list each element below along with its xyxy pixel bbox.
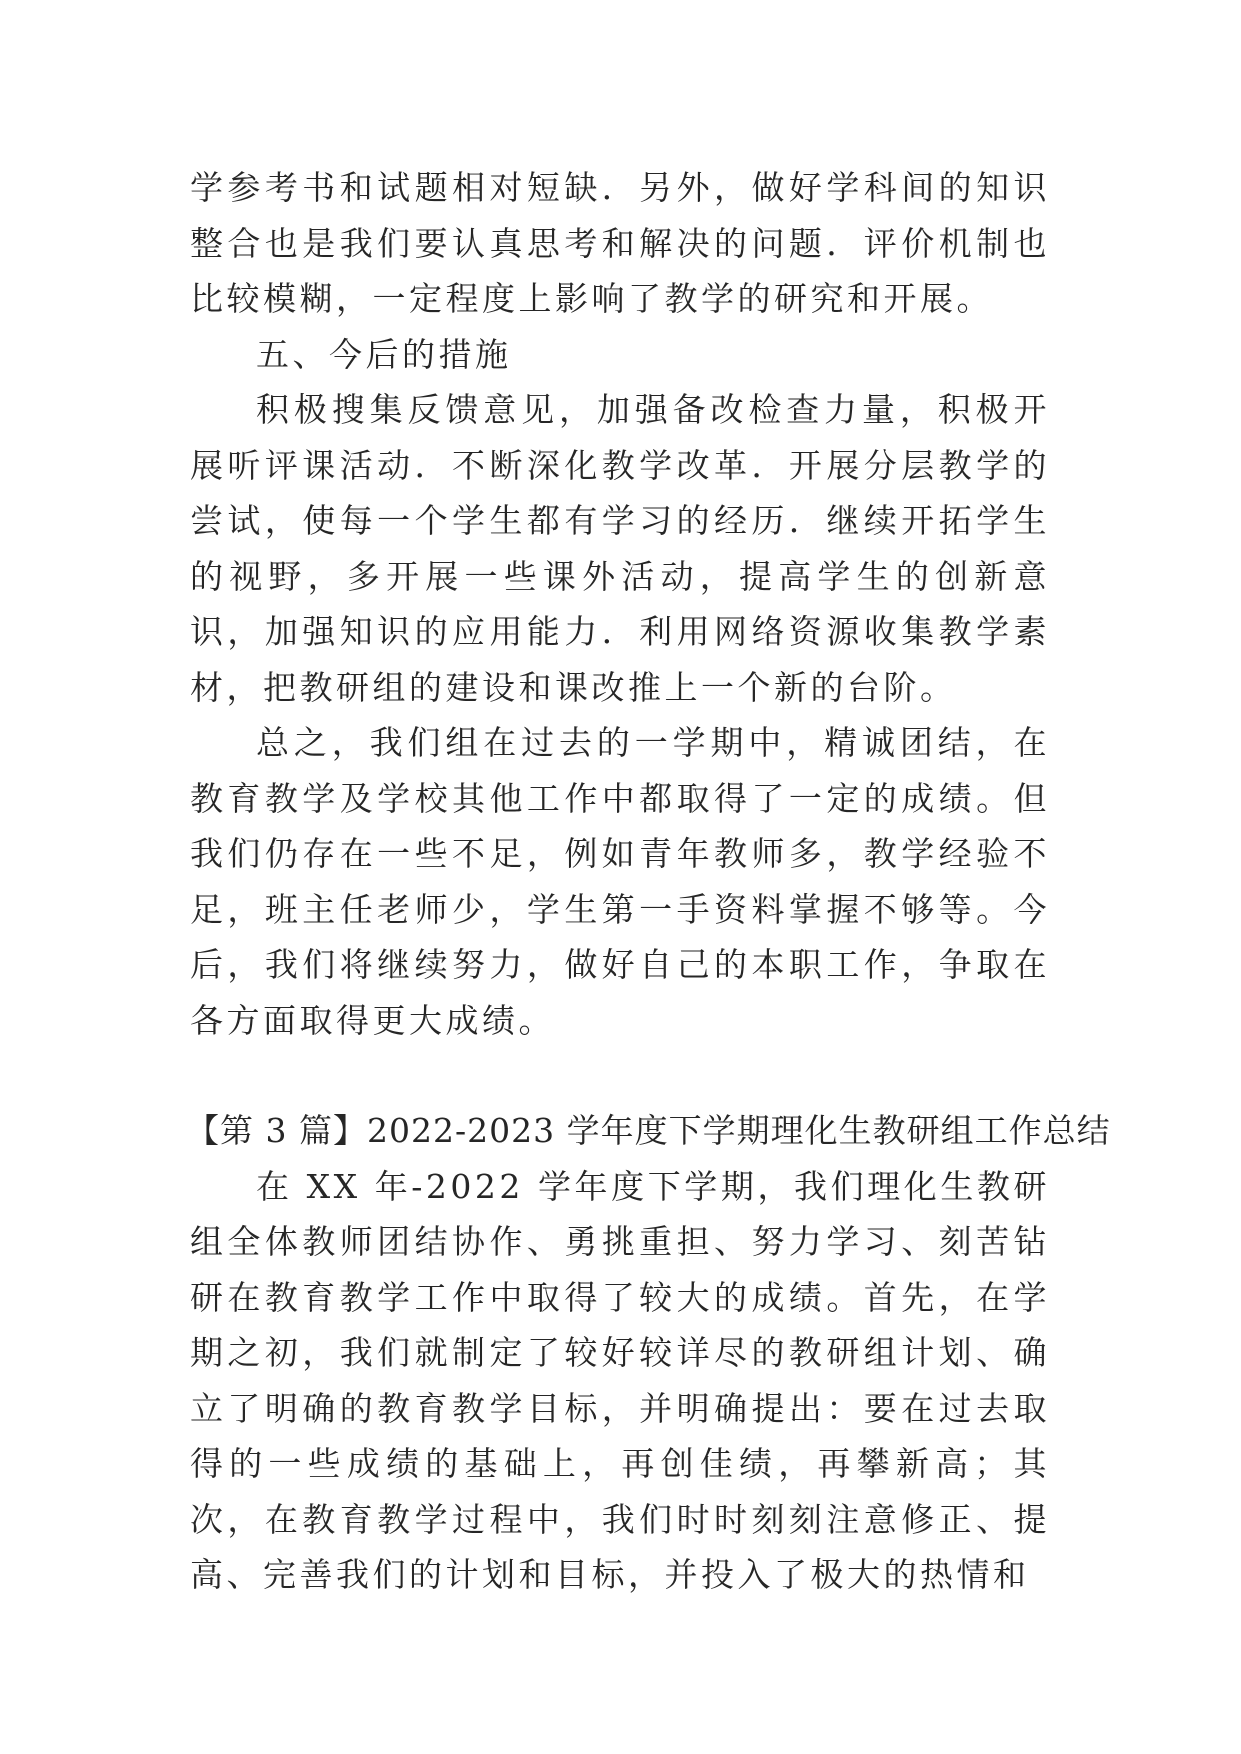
paragraph: 在 XX 年-2022 学年度下学期，我们理化生教研组全体教师团结协作、勇挑重担、努力学习、刻苦钻研在教育教学工作中取得了较大的成绩。首先，在学期之初，我们就制定了较好较详尽的教研组计划、确立了明确的教育教学目标，并明确提出：要在过去取得的一些成绩的基础上，再创佳绩，再攀新高；其次，在教育教学过程中，我们时时刻刻注意修正、提高、完善我们的计划和目标，并投入了极大的热情和	[190, 1166, 1050, 1594]
document-body	[186, 160, 1111, 1603]
spacer	[190, 1048, 1050, 1103]
part-title: 【第 3 篇】2022-2023 学年度下学期理化生教研组工作总结	[186, 1111, 1111, 1150]
section-heading: 五、今后的措施	[256, 334, 512, 374]
paragraph: 积极搜集反馈意见，加强备改检查力量，积极开展听评课活动．不断深化教学改革．开展分层教学的尝试，使每一个学生都有学习的经历．继续开拓学生的视野，多开展一些课外活动，提高学生的创新意识，加强知识的应用能力．利用网络资源收集教学素材，把教研组的建设和课改推上一个新的台阶。	[190, 390, 1050, 707]
paragraph-continuation: 学参考书和试题相对短缺．另外，做好学科间的知识整合也是我们要认真思考和解决的问题．评价机制也比较模糊，一定程度上影响了教学的研究和开展。	[190, 168, 1050, 318]
paragraph-conclusion: 总之，我们组在过去的一学期中，精诚团结，在教育教学及学校其他工作中都取得了一定的成绩。但我们仍存在一些不足，例如青年教师多，教学经验不足，班主任老师少，学生第一手资料掌握不够等。今后，我们将继续努力，做好自己的本职工作，争取在各方面取得更大成绩。	[190, 723, 1050, 1040]
